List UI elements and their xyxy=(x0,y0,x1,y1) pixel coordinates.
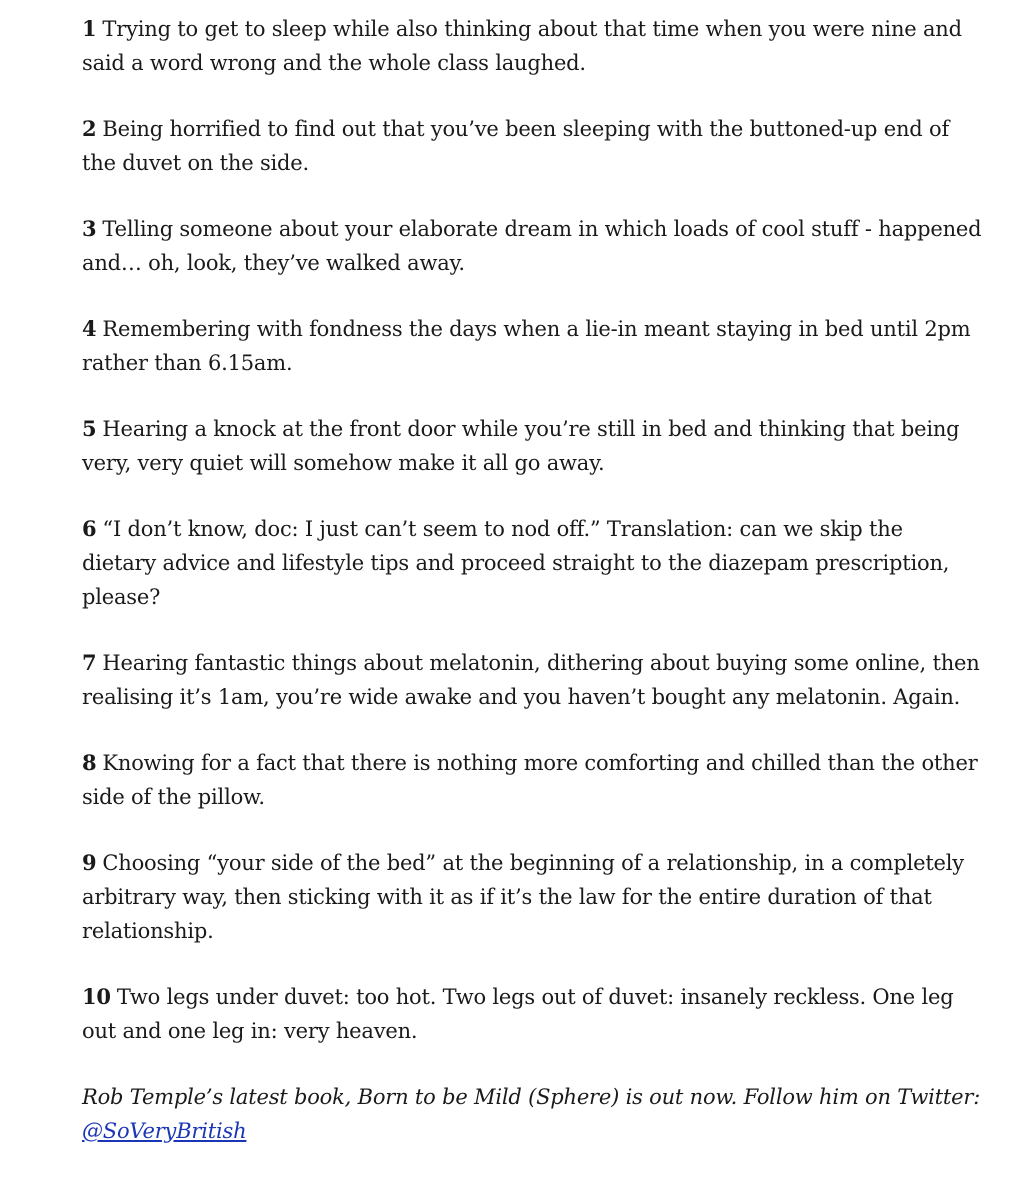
item-number: 9 xyxy=(82,850,97,875)
item-text: Remembering with fondness the days when a lie-in meant staying in bed until 2pm rather than 6.15am. xyxy=(82,317,971,375)
item-number: 8 xyxy=(82,750,97,775)
item-text: “I don’t know, doc: I just can’t seem to nod off.” Translation: can we skip the dietary advice and lifestyle tips and proceed straight to the diazepam prescription, please? xyxy=(82,517,950,609)
item-text: Hearing a knock at the front door while you’re still in bed and thinking that being very, very quiet will somehow make it all go away. xyxy=(82,417,960,475)
list-item xyxy=(82,112,982,180)
item-number: 7 xyxy=(82,650,97,675)
list-item xyxy=(82,12,982,80)
list-item xyxy=(82,746,982,814)
item-text: Being horrified to find out that you’ve been sleeping with the buttoned-up end of the duvet on the side. xyxy=(82,117,950,175)
item-text: Knowing for a fact that there is nothing more comforting and chilled than the other side of the pillow. xyxy=(82,751,978,809)
item-text: Trying to get to sleep while also thinking about that time when you were nine and said a word wrong and the whole class laughed. xyxy=(82,17,962,75)
list-item xyxy=(82,412,982,480)
item-number: 3 xyxy=(82,216,97,241)
list-item xyxy=(82,312,982,380)
list-item xyxy=(82,846,982,948)
author-footer xyxy=(82,1080,982,1148)
footer-text: Rob Temple’s latest book, Born to be Mild (Sphere) is out now. Follow him on Twitter: xyxy=(82,1085,981,1109)
item-text: Two legs under duvet: too hot. Two legs out of duvet: insanely reckless. One leg out and one leg in: very heaven. xyxy=(82,985,954,1043)
item-number: 5 xyxy=(82,416,97,441)
item-text: Hearing fantastic things about melatonin, dithering about buying some online, then realising it’s 1am, you’re wide awake and you haven’t bought any melatonin. Again. xyxy=(82,651,980,709)
article-body xyxy=(82,12,982,1169)
list-item xyxy=(82,646,982,714)
item-number: 6 xyxy=(82,516,97,541)
list-item xyxy=(82,212,982,280)
item-number: 2 xyxy=(82,116,97,141)
item-number: 1 xyxy=(82,16,97,41)
twitter-handle-link[interactable]: @SoVeryBritish xyxy=(82,1119,247,1143)
list-item xyxy=(82,512,982,614)
list-item xyxy=(82,980,982,1048)
item-number: 10 xyxy=(82,984,111,1009)
item-text: Telling someone about your elaborate dream in which loads of cool stuff - happened and… oh, look, they’ve walked away. xyxy=(82,217,982,275)
item-text: Choosing “your side of the bed” at the beginning of a relationship, in a completely arbitrary way, then sticking with it as if it’s the law for the entire duration of that relationship. xyxy=(82,851,964,943)
item-number: 4 xyxy=(82,316,97,341)
